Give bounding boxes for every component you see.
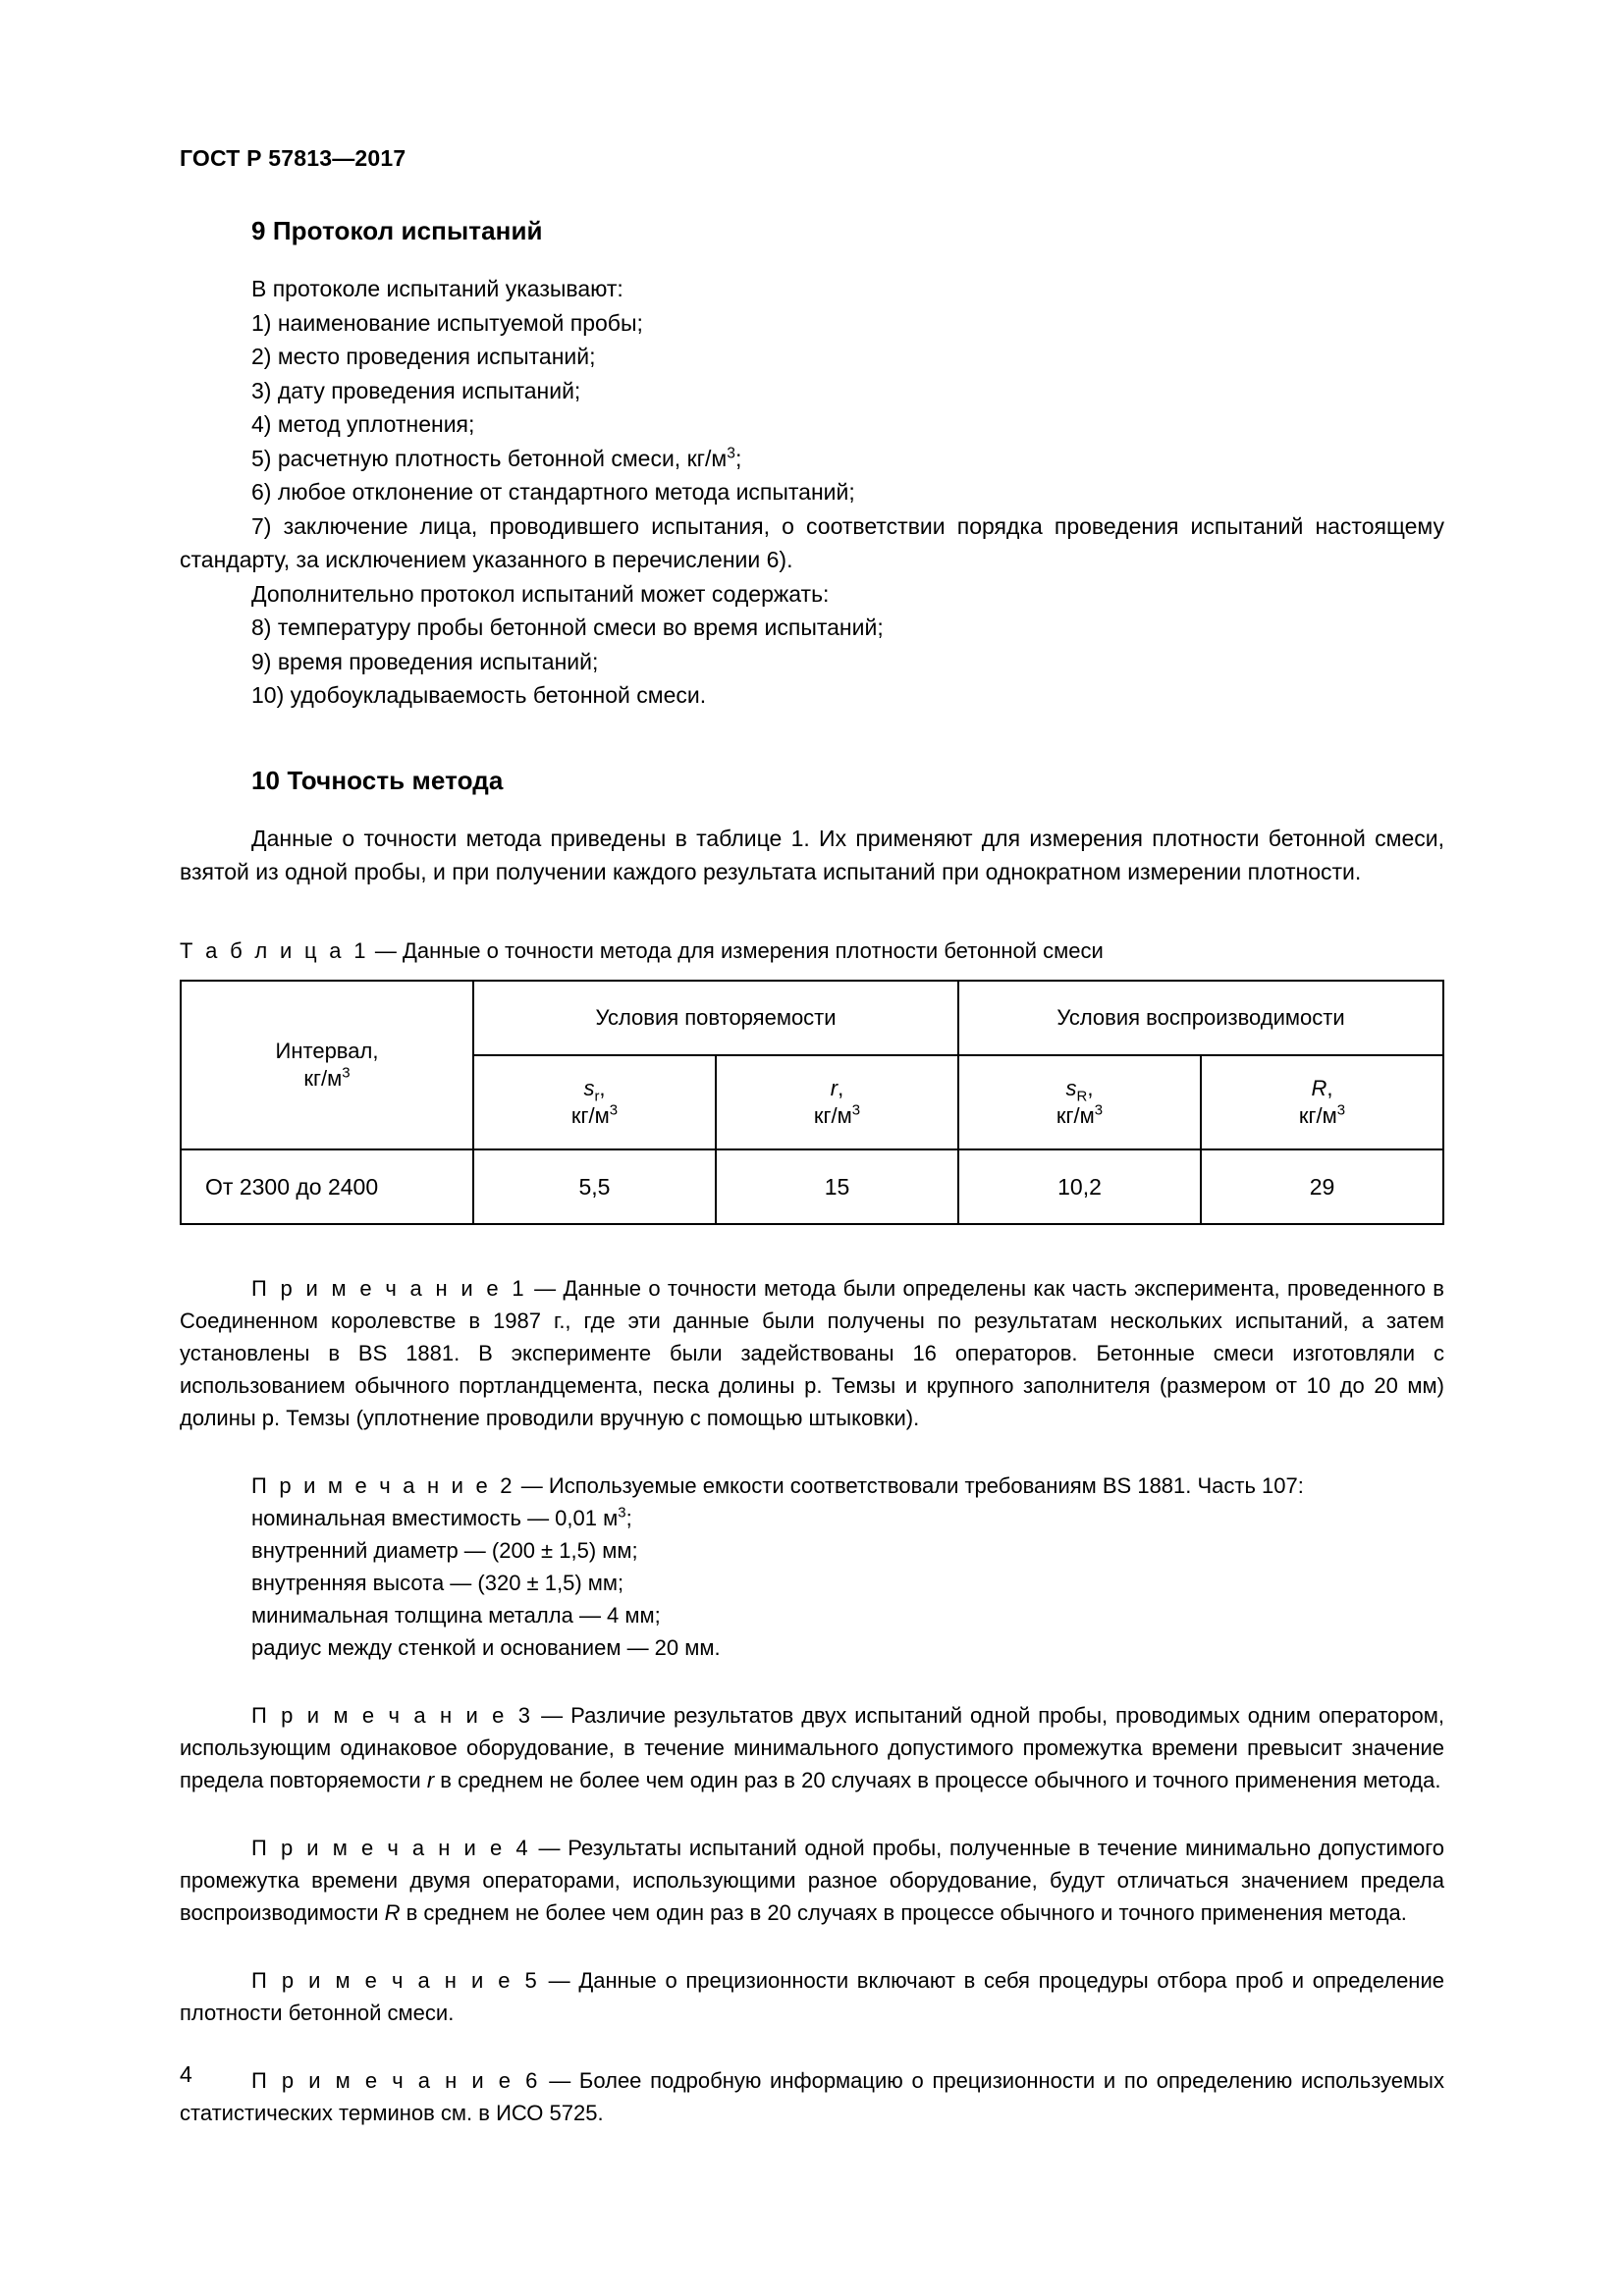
note-4-text-part2: в среднем не более чем один раз в 20 случаях в процессе обычного и точного применения метода. [400, 1899, 1407, 1925]
header-r-unit-sup: 3 [851, 1101, 861, 1119]
header-sr-sym-sub: r [594, 1087, 600, 1104]
page-content [180, 216, 1444, 2164]
table-caption-dash: — [374, 937, 397, 963]
note-1 [180, 1272, 1444, 1434]
note-2-text: Используемые емкости соответствовали требованиям BS 1881. Часть 107: [548, 1472, 1304, 1498]
list-item-6: 6) любое отклонение от стандартного метода испытаний; [251, 479, 855, 505]
note-2-sub-1-text: номинальная вместимость — 0,01 м [251, 1505, 619, 1530]
list-item-5-text: 5) расчетную плотность бетонной смеси, кг/м [251, 445, 728, 471]
header-group-reproducibility: Условия воспроизводимости [958, 981, 1443, 1055]
note-3-text-part2: в среднем не более чем один раз в 20 случаях в процессе обычного и точного применения метода. [434, 1767, 1441, 1792]
table-header-row-groups [181, 981, 1443, 1055]
header-group-repeatability: Условия повторяемости [473, 981, 958, 1055]
header-R-unit-sup: 3 [1336, 1101, 1346, 1119]
cell-R: 29 [1201, 1149, 1443, 1224]
list-intro: В протоколе испытаний указывают: [251, 276, 623, 301]
header-r-unit-text: кг/м [813, 1102, 852, 1128]
header-sR-unit-text: кг/м [1056, 1102, 1095, 1128]
header-cell-R [1201, 1055, 1443, 1149]
note-2 [180, 1469, 1444, 1502]
page-number: 4 [180, 2061, 192, 2087]
table-caption [180, 936, 1444, 966]
header-R-symbol [1206, 1075, 1438, 1102]
note-2-block [180, 1469, 1444, 1664]
table-caption-text: Данные о точности метода для измерения плотности бетонной смеси [403, 937, 1104, 963]
header-R-sym-comma: , [1326, 1075, 1333, 1100]
note-6 [180, 2064, 1444, 2129]
section-10-title: 10 Точность метода [251, 765, 504, 795]
list-item-8: 8) температуру пробы бетонной смеси во время испытаний; [251, 614, 884, 640]
note-2-sub-3: внутренняя высота — (320 ± 1,5) мм; [251, 1570, 624, 1595]
header-cell-r [716, 1055, 958, 1149]
note-2-sub-5: радиус между стенкой и основанием — 20 мм. [251, 1634, 721, 1660]
header-r-sym-letter: r [830, 1075, 839, 1100]
note-1-text: Данные о точности метода были определены как часть эксперимента, проведенного в Соединенном королевстве в 1987 г., где эти данные были получены по результатам нескольких испытаний, а затем установлены в BS 1881. В эксперименте были задействованы 16 операторов. Бетонные смеси изготовляли с использованием обычного портландцемента, песка долины р. Темзы и крупного заполнителя (размером от 10 до 20 мм) долины р. Темзы (уплотнение проводили вручную с помощью штыковки). [180, 1275, 1444, 1430]
header-sR-unit [963, 1102, 1196, 1130]
note-2-dash: — [520, 1472, 543, 1498]
cell-sR: 10,2 [958, 1149, 1201, 1224]
header-sr-unit-text: кг/м [570, 1102, 610, 1128]
note-5-text: Данные о прецизионности включают в себя процедуры отбора проб и определение плотности бетонной смеси. [180, 1967, 1444, 2025]
header-interval-unit [186, 1065, 468, 1093]
spacer-before-table [180, 889, 1444, 936]
spacer-after-table [180, 1225, 1444, 1272]
note-5 [180, 1964, 1444, 2029]
note-6-label: П р и м е ч а н и е 6 [251, 2067, 541, 2093]
list-item-1: 1) наименование испытуемой пробы; [251, 309, 643, 336]
table-caption-label: Т а б л и ц а 1 [180, 937, 369, 963]
header-sr-sym-comma: , [599, 1075, 606, 1100]
list-item-4: 4) метод уплотнения; [251, 411, 475, 437]
list-item-10: 10) удобоукладываемость бетонной смеси. [251, 682, 707, 708]
list-item-5-superscript: 3 [727, 444, 735, 461]
list-item-2: 2) место проведения испытаний; [251, 344, 596, 369]
note-2-sub-4: минимальная толщина металла — 4 мм; [251, 1602, 661, 1628]
section-10-paragraph: Данные о точности метода приведены в таблице 1. Их применяют для измерения плотности бетонной смеси, взятой из одной пробы, и при получении каждого результата испытаний при однократном измерении плотности. [180, 825, 1444, 884]
note-2-label: П р и м е ч а н и е 2 [251, 1472, 515, 1498]
list-item-5-tail: ; [734, 445, 742, 471]
header-r-unit [721, 1102, 953, 1130]
list-item-5 [180, 442, 1444, 476]
cell-interval: От 2300 до 2400 [181, 1149, 473, 1224]
list-item-7: 7) заключение лица, проводившего испытания, о соответствии порядка проведения испытаний настоящему стандарту, за исключением указанного в перечислении 6). [180, 512, 1444, 572]
header-sR-sym-comma: , [1087, 1075, 1094, 1100]
note-1-block [180, 1272, 1444, 1434]
cell-r: 15 [716, 1149, 958, 1224]
header-sr-unit-sup: 3 [609, 1101, 619, 1119]
table-row [181, 1149, 1443, 1224]
note-3-label: П р и м е ч а н и е 3 [251, 1702, 534, 1728]
note-4-block [180, 1832, 1444, 1929]
note-4-text-part1: Результаты испытаний одной пробы, полученные в течение минимально допустимого промежутка времени двумя операторами, использующими разное оборудование, будут отличаться значением предела воспроизводимости [180, 1835, 1444, 1925]
running-head: ГОСТ Р 57813—2017 [180, 145, 406, 171]
note-6-text: Более подробную информацию о прецизионности и по определению используемых статистических терминов см. в ИСО 5725. [180, 2067, 1444, 2125]
note-4-label: П р и м е ч а н и е 4 [251, 1835, 531, 1860]
note-2-sub-1-tail: ; [625, 1505, 632, 1530]
header-cell-sR [958, 1055, 1201, 1149]
note-3-variable: r [426, 1767, 435, 1792]
note-2-sub-1 [180, 1502, 1444, 1534]
header-sr-symbol [478, 1075, 711, 1102]
note-5-block [180, 1964, 1444, 2029]
note-3 [180, 1699, 1444, 1796]
note-6-block [180, 2064, 1444, 2129]
header-sR-symbol [963, 1075, 1196, 1102]
header-sR-unit-sup: 3 [1094, 1101, 1104, 1119]
cell-sr: 5,5 [473, 1149, 716, 1224]
note-6-dash: — [549, 2067, 571, 2093]
note-3-dash: — [541, 1702, 564, 1728]
header-sr-sym-letter: s [583, 1075, 595, 1100]
note-4-variable: R [384, 1899, 401, 1925]
header-sr-unit [478, 1102, 711, 1130]
header-R-sym-letter: R [1311, 1075, 1327, 1100]
header-interval-unit-text: кг/м [303, 1065, 343, 1091]
note-1-label: П р и м е ч а н и е 1 [251, 1275, 527, 1301]
section-9-title: 9 Протокол испытаний [251, 216, 543, 245]
section-9-list [180, 272, 1444, 713]
note-5-label: П р и м е ч а н и е 5 [251, 1967, 540, 1993]
header-interval-label: Интервал, [275, 1038, 379, 1063]
note-5-dash: — [548, 1967, 570, 1993]
note-2-sub-2: внутренний диаметр — (200 ± 1,5) мм; [251, 1537, 638, 1563]
note-3-block [180, 1699, 1444, 1796]
note-4 [180, 1832, 1444, 1929]
header-sR-sym-sub: R [1076, 1087, 1088, 1104]
note-1-dash: — [534, 1275, 557, 1301]
header-r-symbol [721, 1075, 953, 1102]
header-cell-interval [181, 981, 473, 1149]
note-4-dash: — [538, 1835, 561, 1860]
header-R-unit [1206, 1102, 1438, 1130]
note-2-sub-1-sup: 3 [618, 1504, 626, 1522]
additional-intro: Дополнительно протокол испытаний может содержать: [251, 580, 830, 607]
list-item-3: 3) дату проведения испытаний; [251, 377, 581, 403]
list-item-9: 9) время проведения испытаний; [251, 648, 599, 674]
header-sR-sym-letter: s [1065, 1075, 1077, 1100]
header-r-sym-comma: , [838, 1075, 844, 1100]
precision-table [180, 980, 1444, 1225]
header-interval-unit-sup: 3 [342, 1064, 351, 1082]
header-R-unit-text: кг/м [1298, 1102, 1337, 1128]
note-3-text-part1: Различие результатов двух испытаний одной пробы, проводимых одним оператором, использующим одинаковое оборудование, в течение минимального допустимого промежутка времени превысит значение предела повторяемости [180, 1702, 1444, 1792]
header-cell-sr [473, 1055, 716, 1149]
